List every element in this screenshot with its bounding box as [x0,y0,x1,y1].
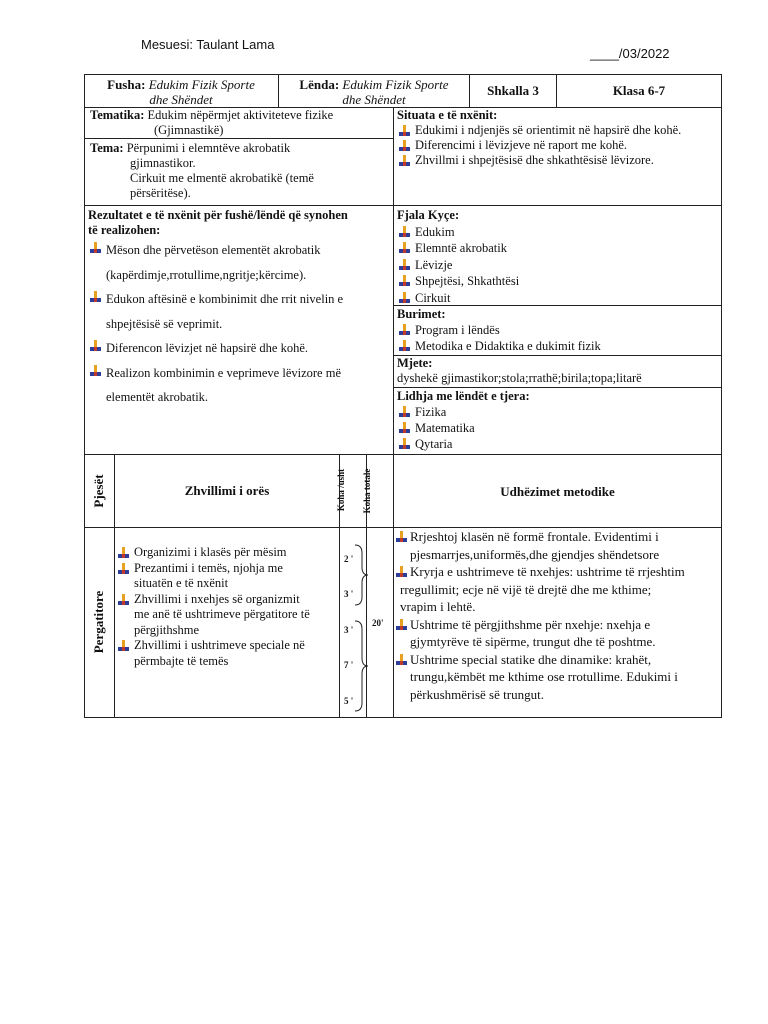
bullet-icon [396,531,407,542]
tema-line-2: gjimnastikor. [130,156,196,170]
list-item: Kryrja e ushtrimeve të nxehjes: ushtrime të rrjeshtim rregullimit; ecje në vijë të drejtë dhe me kthime; vrapim i lehtë. [396,563,717,616]
list-item: Qytaria [397,436,719,452]
list-item: Zhvillimi i nxehjes së organizmit me anë të ushtrimeve përgatitore të përgjithshme [116,592,338,639]
bullet-icon [118,640,129,651]
burimet-title: Burimet: [397,307,446,321]
col-zhvillimi: Zhvillimi i orës [184,483,270,498]
bullet-icon [399,422,410,433]
fjala-kyce [397,207,719,306]
bullet-icon [90,340,101,351]
fusha-value: Edukim Fizik Sporte [148,77,255,92]
bullet-icon [399,242,410,253]
tema [90,141,390,201]
bullet-icon [399,275,410,286]
situata-title: Situata e të nxënit: [397,108,498,122]
time-value: 2 ' [344,554,354,564]
time-value: 7 ' [344,660,354,670]
fjala-kyce-title: Fjala Kyçe: [397,208,460,222]
mjete-text: dyshekë gjimastikor;stola;rrathë;birila;topa;litarë [397,371,642,385]
activities [116,545,338,669]
list-item: Lëvizje [397,257,719,274]
bullet-icon [118,547,129,558]
lenda-value: Edukim Fizik Sporte [342,77,449,92]
bullet-icon [90,291,101,302]
klasa: Klasa 6-7 [612,83,666,98]
bullet-icon [399,259,410,270]
rezultatet-title: Rezultatet e të nxënit për fushë/lëndë që synohen [88,208,348,222]
section-pergatitore: Pergatitore [91,590,106,654]
fusha-cell [86,77,276,107]
list-item: Mëson dhe përvetëson elementët akrobatik (kapërdimje,rrotullime,ngritje;kërcime). [88,238,390,287]
list-item: Edukon aftësinë e kombinimit dhe rrit nivelin e shpejtësisë së veprimit. [88,287,390,336]
list-item: Fizika [397,404,719,420]
list-item: Rrjeshtoj klasën në formë frontale. Evidentimi i pjesmarrjes,uniformës,dhe gjendjes shëndetsore [396,528,717,563]
lenda-cell [280,77,468,107]
bullet-icon [399,340,410,351]
rezultatet [88,208,390,410]
teacher-name: Mesuesi: Taulant Lama [141,37,275,52]
list-item: Program i lëndës [397,322,719,338]
bullet-icon [399,406,410,417]
bullet-icon [396,619,407,630]
bullet-icon [399,226,410,237]
list-item: Realizon kombinimin e veprimeve lëvizore më elementët akrobatik. [88,361,390,410]
shkalla: Shkalla 3 [487,83,539,98]
bullet-icon [399,155,410,166]
bullet-icon [399,140,410,151]
methodical-instructions [396,528,717,703]
list-item: Diferencon lëvizjet në hapsirë dhe kohë. [88,336,390,361]
bullet-icon [396,654,407,665]
list-item: Ushtrime të përgjithshme për nxehje: nxehja e gjymtyrëve të sipërme, trungut dhe të poshtme. [396,616,717,651]
tema-line-1: Përpunimi i elemntëve akrobatik [126,141,291,155]
list-item: Prezantimi i temës, njohja me situatën e të nxënit [116,561,338,592]
tema-line-3: Cirkuit me elmentë akrobatikë (temë [130,171,314,185]
bullet-icon [399,438,410,449]
list-item: Shpejtësi, Shkathtësi [397,273,719,290]
tematika-value-2: (Gjimnastikë) [154,123,224,137]
list-item: Edukim [397,224,719,241]
mjete [397,356,719,386]
list-item: Metodika e Didaktika e dukimit fizik [397,338,719,354]
list-item: Diferencimi i lëvizjeve në raport me kohë. [397,138,719,153]
bullet-icon [399,324,410,335]
time-value: 3 ' [344,625,354,635]
col-koha-totale: Koha totale [362,468,372,514]
list-item: Organizimi i klasës për mësim [116,545,338,561]
list-item: Matematika [397,420,719,436]
list-item: Cirkuit [397,290,719,307]
col-udhezimet: Udhëzimet metodike [500,484,615,499]
situata [397,108,719,168]
tematika-value: Edukim nëpërmjet aktiviteteve fizike [147,108,334,122]
lesson-date: ____/03/2022 [590,46,670,61]
bullet-icon [118,563,129,574]
lidhja [397,388,719,452]
tematika-label: Tematika: [90,108,145,122]
list-item: Edukimi i ndjenjës së orientimit në hapsirë dhe kohë. [397,123,719,138]
tema-line-4: përsëritëse). [130,186,191,200]
rezultatet-title-2: të realizohen: [88,223,161,237]
bullet-icon [399,125,410,136]
bullet-icon [396,566,407,577]
list-item: Zhvillmi i shpejtësisë dhe shkathtësisë lëvizore. [397,153,719,168]
lidhja-title: Lidhja me lëndët e tjera: [397,389,530,403]
list-item: Zhvillimi i ushtrimeve speciale në përmbajte të temës [116,638,338,669]
time-value: 5 ' [344,696,354,706]
col-pjeset: Pjesët [91,474,106,508]
total-time: 20' [372,618,384,628]
tema-label: Tema: [90,141,124,155]
burimet [397,306,719,354]
lenda-value-2: dhe Shëndet [342,92,406,107]
fusha-value-2: dhe Shëndet [149,92,213,107]
time-value: 3 ' [344,589,354,599]
bullet-icon [90,365,101,376]
bullet-icon [90,242,101,253]
bullet-icon [118,594,129,605]
fusha-label: Fusha: [107,77,146,92]
mjete-title: Mjete: [397,356,433,370]
col-koha-usht: Koha /usht [336,468,346,512]
tematika [90,108,390,138]
bullet-icon [399,292,410,303]
rezultatet-list [88,238,390,410]
list-item: Elemntë akrobatik [397,240,719,257]
lenda-label: Lënda: [299,77,340,92]
list-item: Ushtrime special statike dhe dinamike: krahët, trungu,këmbët me kthime ose rrotullime. Edukimi i përkushmërisë së trungut. [396,651,717,704]
